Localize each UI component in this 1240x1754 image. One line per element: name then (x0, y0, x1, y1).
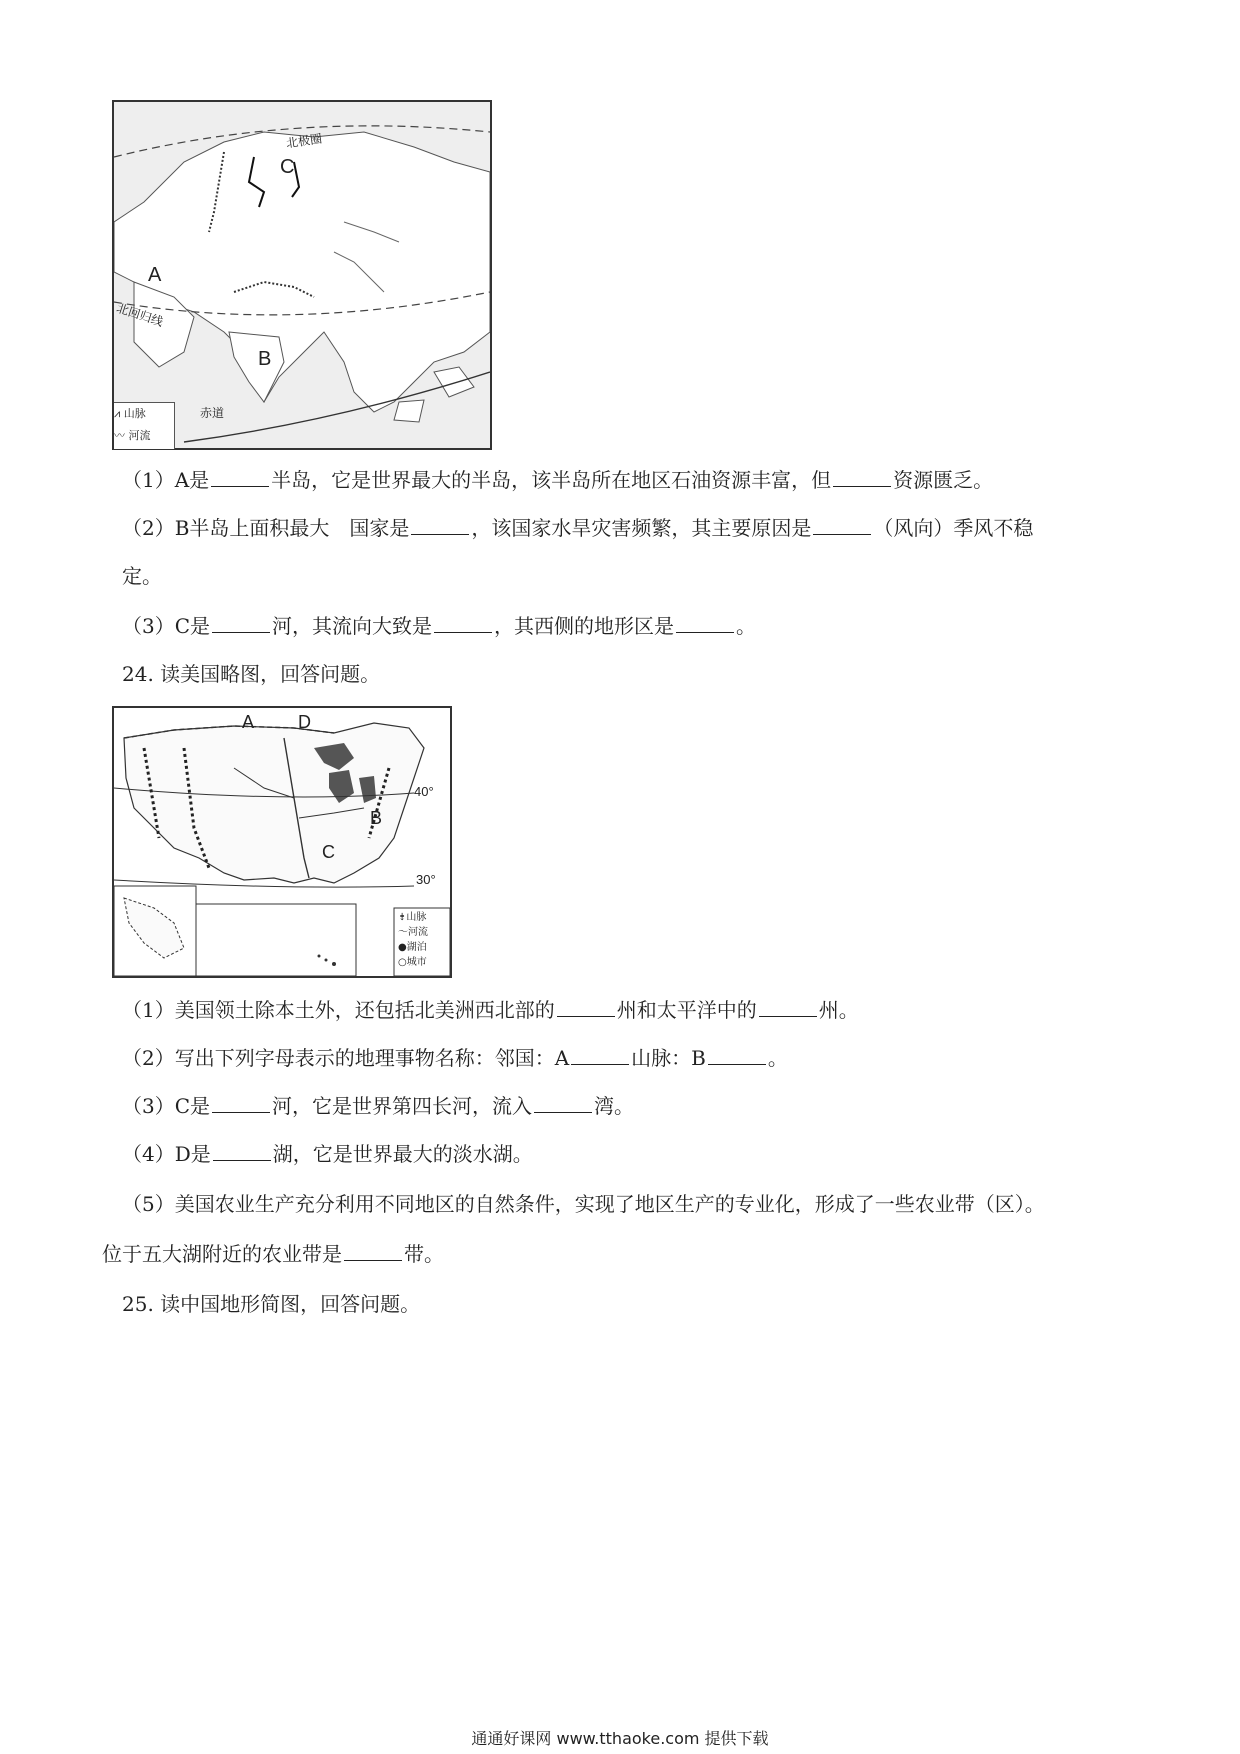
usa-map (112, 706, 452, 978)
legend-lake: 湖泊 (406, 942, 427, 953)
legend-mountain: 山脉 (123, 407, 146, 420)
answer-blank[interactable] (212, 1092, 270, 1113)
q23-p2-mid: ，该国家水旱灾害频繁，其主要原因是 (471, 516, 812, 540)
equator-label: 赤道 (200, 406, 225, 420)
q24-part3 (122, 1092, 634, 1120)
asia-map-drawing (114, 102, 490, 448)
q23-p3-mid1: 河，其流向大致是 (272, 614, 433, 638)
mountain-icon: ⇟ (398, 912, 407, 923)
q24-p5-prefix: 位于五大湖附近的农业带是 (102, 1242, 342, 1266)
q23-p3-mid2: ，其西侧的地形区是 (494, 614, 675, 638)
river-icon: 〰 (114, 429, 125, 442)
q24-p4-suffix: 湖，它是世界最大的淡水湖。 (272, 1142, 533, 1166)
q24-part5-cont (102, 1240, 444, 1268)
tropic-label: 北回归线 (114, 300, 165, 330)
page-footer: 通通好课网 www.tthaoke.com 提供下载 (471, 1729, 769, 1748)
lat-30-label: 30° (416, 872, 436, 887)
answer-blank[interactable] (534, 1092, 592, 1113)
city-icon: ○ (398, 957, 407, 968)
q24-p1-prefix: （1）美国领土除本土外，还包括北美洲西北部的 (122, 998, 555, 1022)
q24-title: 24. 读美国略图，回答问题。 (122, 662, 381, 686)
q24-p3-mid: 河，它是世界第四长河，流入 (272, 1094, 533, 1118)
q23-p3-prefix: （3）C是 (122, 614, 211, 638)
q23-part2 (122, 514, 1033, 542)
usa-label-c: C (322, 842, 335, 862)
usa-label-b: B (370, 808, 383, 828)
q23-p2-prefix: （2）B半岛上面积最大 国家是 (122, 516, 410, 540)
q25-title: 25. 读中国地形简图，回答问题。 (122, 1292, 421, 1316)
usa-label-a: A (242, 712, 255, 732)
q24-part2 (122, 1044, 788, 1072)
q24-p3-suffix: 湾。 (594, 1094, 635, 1118)
q23-part2-cont: 定。 (122, 564, 162, 588)
usa-label-d: D (298, 712, 311, 732)
label-a: A (148, 264, 162, 286)
asia-map (112, 100, 492, 450)
q24-p3-prefix: （3）C是 (122, 1094, 211, 1118)
q24-part5: （5）美国农业生产充分利用不同地区的自然条件，实现了地区生产的专业化，形成了一些农业带（区）。 (122, 1192, 1045, 1216)
q23-p1-suffix: 资源匮乏。 (893, 468, 994, 492)
mountain-icon: ⩘ (114, 407, 121, 420)
q24-part1 (122, 996, 859, 1024)
q23-part3 (122, 612, 756, 640)
legend-river: 河流 (408, 927, 428, 938)
q23-p1-mid: 半岛，它是世界最大的半岛，该半岛所在地区石油资源丰富，但 (271, 468, 832, 492)
q24-p4-prefix: （4）D是 (122, 1142, 211, 1166)
q24-p2-prefix: （2）写出下列字母表示的地理事物名称：邻国：A (122, 1046, 570, 1070)
answer-blank[interactable] (211, 466, 269, 487)
answer-blank[interactable] (557, 996, 615, 1017)
answer-blank[interactable] (344, 1240, 402, 1261)
answer-blank[interactable] (212, 612, 270, 633)
q23-p3-suffix: 。 (736, 614, 757, 638)
q23-p2-suffix: （风向）季风不稳 (873, 516, 1034, 540)
legend-city: 城市 (406, 957, 427, 968)
answer-blank[interactable] (213, 1140, 271, 1161)
answer-blank[interactable] (676, 612, 734, 633)
q24-p5-suffix: 带。 (404, 1242, 444, 1266)
q24-p1-suffix: 州。 (818, 998, 859, 1022)
legend-mountain: 山脉 (406, 912, 427, 923)
legend (114, 402, 175, 449)
answer-blank[interactable] (708, 1044, 766, 1065)
q24-part4 (122, 1140, 533, 1168)
answer-blank[interactable] (434, 612, 492, 633)
answer-blank[interactable] (813, 514, 871, 535)
q24-p2-suffix: 。 (767, 1046, 788, 1070)
answer-blank[interactable] (759, 996, 817, 1017)
legend-river: 河流 (128, 429, 151, 442)
q23-part1 (122, 466, 993, 494)
q24-p2-mid: 山脉：B (631, 1046, 706, 1070)
answer-blank[interactable] (411, 514, 469, 535)
lat-40-label: 40° (414, 784, 434, 799)
answer-blank[interactable] (833, 466, 891, 487)
lake-icon: ● (398, 942, 407, 953)
arctic-circle-label: 北极圈 (285, 131, 323, 151)
q23-p1-prefix: （1）A是 (122, 468, 210, 492)
answer-blank[interactable] (571, 1044, 629, 1065)
usa-legend (398, 910, 428, 970)
label-c: C (280, 156, 295, 178)
q24-p1-mid: 州和太平洋中的 (616, 998, 757, 1022)
river-icon: 〜 (398, 927, 408, 938)
label-b: B (258, 348, 272, 370)
